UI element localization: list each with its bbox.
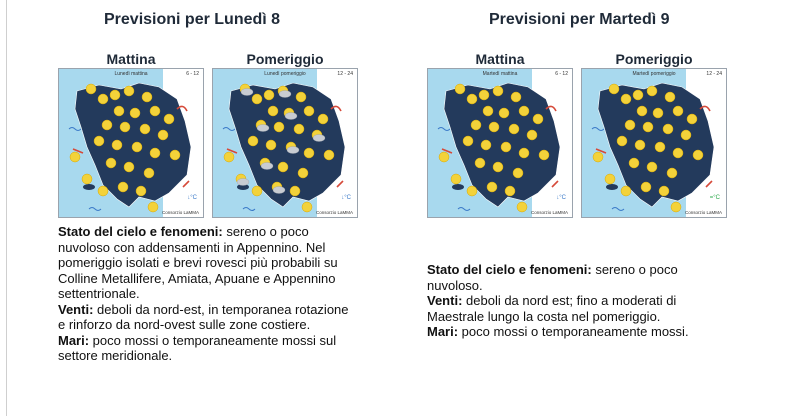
- sun-icon: [647, 86, 657, 96]
- map-time-range: 6 - 12: [555, 71, 568, 77]
- sun-icon: [451, 174, 461, 184]
- sun-icon: [493, 86, 503, 96]
- sun-icon: [252, 94, 262, 104]
- sun-icon: [94, 136, 104, 146]
- sun-icon: [479, 90, 489, 100]
- sun-icon: [148, 202, 158, 212]
- sun-icon: [142, 92, 152, 102]
- sun-icon: [70, 152, 80, 162]
- map-caption: Martedì mattina: [482, 71, 518, 77]
- sun-icon: [224, 152, 234, 162]
- temperature-trend-icon: ↓°C: [556, 195, 566, 201]
- sun-icon: [132, 142, 142, 152]
- cloud-icon: [273, 187, 285, 194]
- sun-icon: [501, 142, 511, 152]
- sun-icon: [621, 94, 631, 104]
- sun-icon: [124, 162, 134, 172]
- sun-icon: [673, 148, 683, 158]
- sun-icon: [687, 114, 697, 124]
- sun-icon: [268, 106, 278, 116]
- sun-icon: [505, 186, 515, 196]
- sun-icon: [106, 158, 116, 168]
- sun-icon: [471, 120, 481, 130]
- weather-map-morning: [427, 68, 573, 218]
- sun-icon: [659, 186, 669, 196]
- island: [83, 184, 95, 190]
- forecast-text: [427, 262, 727, 340]
- sun-icon: [110, 90, 120, 100]
- sun-icon: [625, 120, 635, 130]
- sun-icon: [150, 148, 160, 158]
- sun-icon: [264, 90, 274, 100]
- sun-icon: [667, 168, 677, 178]
- sun-icon: [655, 142, 665, 152]
- sun-icon: [509, 124, 519, 134]
- cloud-icon: [285, 113, 297, 120]
- sun-icon: [324, 150, 334, 160]
- map-time-range: 12 - 24: [337, 71, 353, 77]
- sun-icon: [304, 106, 314, 116]
- sun-icon: [136, 186, 146, 196]
- period-label-morning: Mattina: [106, 51, 156, 67]
- sun-icon: [112, 140, 122, 150]
- map-caption: Lunedì mattina: [114, 71, 148, 77]
- sun-icon: [693, 150, 703, 160]
- sun-icon: [298, 168, 308, 178]
- sun-icon: [637, 106, 647, 116]
- sun-icon: [483, 106, 493, 116]
- sea-label: Mari:: [58, 332, 90, 348]
- sun-icon: [290, 186, 300, 196]
- sun-icon: [248, 136, 258, 146]
- sun-icon: [124, 86, 134, 96]
- sun-icon: [635, 140, 645, 150]
- sun-icon: [539, 150, 549, 160]
- sun-icon: [513, 168, 523, 178]
- sun-icon: [663, 124, 673, 134]
- sun-icon: [647, 162, 657, 172]
- weather-map-afternoon: [581, 68, 727, 218]
- sun-icon: [593, 152, 603, 162]
- sun-icon: [266, 140, 276, 150]
- sun-icon: [164, 114, 174, 124]
- sun-icon: [475, 158, 485, 168]
- sun-icon: [467, 94, 477, 104]
- map-credit: Consorzio LaMMA: [530, 210, 568, 215]
- period-label-afternoon: Pomeriggio: [615, 51, 693, 67]
- weather-map-morning: [58, 68, 204, 218]
- sun-icon: [643, 122, 653, 132]
- sun-icon: [130, 108, 140, 118]
- cloud-icon: [261, 163, 273, 170]
- sun-icon: [629, 158, 639, 168]
- wind-text: deboli da nord est; fino a moderati di Maestrale lungo la costa nel pomeriggio.: [427, 293, 677, 324]
- cloud-icon: [257, 125, 269, 132]
- forecast-text: [58, 224, 358, 364]
- map-time-range: 6 - 12: [186, 71, 199, 77]
- sun-icon: [533, 114, 543, 124]
- island: [606, 184, 618, 190]
- sun-icon: [252, 186, 262, 196]
- sea-text: poco mossi o temporaneamente mossi.: [458, 324, 689, 339]
- sun-icon: [102, 120, 112, 130]
- sun-icon: [463, 136, 473, 146]
- sky-text: sereno o poco nuvoloso con addensamenti in Appennino. Nel pomeriggio isolati e brevi rovesci più probabili su Colline Metallifere, Amiata, Apuane e Appennino settentrionale.: [58, 224, 338, 301]
- sun-icon: [318, 114, 328, 124]
- wind-text: deboli da nord-est, in temporanea rotazione e rinforzo da nord-ovest sulle zone costiere.: [58, 301, 349, 332]
- sun-icon: [653, 108, 663, 118]
- page-left-border: [6, 0, 7, 416]
- sun-icon: [487, 182, 497, 192]
- sun-icon: [144, 168, 154, 178]
- sun-icon: [519, 148, 529, 158]
- sun-icon: [671, 202, 681, 212]
- sky-text: sereno o poco nuvoloso.: [427, 262, 678, 293]
- sun-icon: [499, 108, 509, 118]
- temperature-trend-icon: ↓°C: [187, 195, 197, 201]
- sun-icon: [527, 130, 537, 140]
- sun-icon: [481, 140, 491, 150]
- sun-icon: [140, 124, 150, 134]
- cloud-icon: [313, 135, 325, 142]
- period-label-morning: Mattina: [475, 51, 525, 67]
- cloud-icon: [237, 179, 249, 186]
- sun-icon: [304, 148, 314, 158]
- sun-icon: [617, 136, 627, 146]
- map-caption: Martedì pomeriggio: [632, 71, 676, 77]
- sun-icon: [296, 92, 306, 102]
- sun-icon: [493, 162, 503, 172]
- sky-label: Stato del cielo e fenomeni:: [427, 262, 592, 277]
- wind-label: Venti:: [58, 301, 94, 317]
- island: [452, 184, 464, 190]
- sun-icon: [118, 182, 128, 192]
- sun-icon: [98, 186, 108, 196]
- sun-icon: [681, 130, 691, 140]
- sun-icon: [274, 122, 284, 132]
- sun-icon: [278, 162, 288, 172]
- sun-icon: [120, 122, 130, 132]
- sun-icon: [467, 186, 477, 196]
- map-credit: Consorzio LaMMA: [315, 210, 353, 215]
- cloud-icon: [287, 147, 299, 154]
- sea-text: poco mossi o temporaneamente mossi sul settore meridionale.: [58, 332, 337, 363]
- sun-icon: [609, 84, 619, 94]
- day-title: Previsioni per Martedì 9: [489, 11, 670, 28]
- temperature-trend-icon: ↓°C: [341, 195, 351, 201]
- sun-icon: [294, 124, 304, 134]
- sea-label: Mari:: [427, 324, 459, 339]
- period-label-afternoon: Pomeriggio: [246, 51, 324, 67]
- sun-icon: [517, 202, 527, 212]
- sun-icon: [98, 94, 108, 104]
- wind-label: Venti:: [427, 293, 463, 308]
- sun-icon: [302, 202, 312, 212]
- sun-icon: [673, 106, 683, 116]
- temperature-trend-icon: =°C: [709, 195, 720, 201]
- map-credit: Consorzio LaMMA: [161, 210, 199, 215]
- sun-icon: [170, 150, 180, 160]
- cloud-icon: [279, 91, 291, 98]
- sun-icon: [455, 84, 465, 94]
- sun-icon: [511, 92, 521, 102]
- weather-map-afternoon: [212, 68, 358, 218]
- sun-icon: [641, 182, 651, 192]
- sun-icon: [489, 122, 499, 132]
- cloud-icon: [241, 89, 253, 96]
- day-title: Previsioni per Lunedì 8: [104, 11, 281, 28]
- sun-icon: [114, 106, 124, 116]
- sun-icon: [605, 174, 615, 184]
- sun-icon: [439, 152, 449, 162]
- map-credit: Consorzio LaMMA: [684, 210, 722, 215]
- sun-icon: [633, 90, 643, 100]
- sun-icon: [158, 130, 168, 140]
- sun-icon: [519, 106, 529, 116]
- map-time-range: 12 - 24: [706, 71, 722, 77]
- sun-icon: [665, 92, 675, 102]
- map-caption: Lunedì pomeriggio: [264, 71, 306, 77]
- sky-label: Stato del cielo e fenomeni:: [58, 224, 223, 239]
- sun-icon: [86, 84, 96, 94]
- sun-icon: [621, 186, 631, 196]
- sun-icon: [82, 174, 92, 184]
- sun-icon: [150, 106, 160, 116]
